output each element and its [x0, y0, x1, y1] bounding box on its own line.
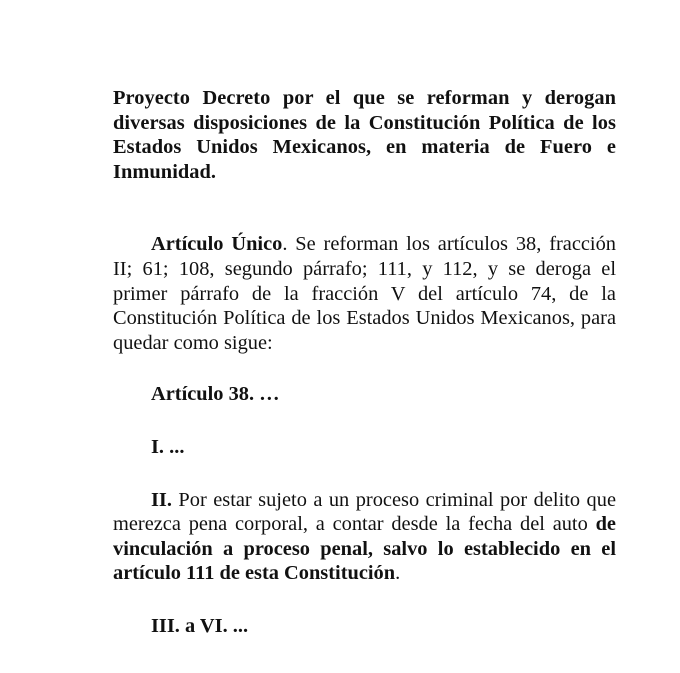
document-page	[113, 86, 616, 639]
fraccion-ii-text-bold: de vinculación a proceso penal, salvo lo establecido en el artículo 111 de esta Constitución	[113, 513, 616, 585]
articulo-unico-text: . Se reforman los artículos 38, fracción II; 61; 108, segundo párrafo; 111, y 112, y se deroga el primer párrafo de la fracción V del artículo 74, de la Constitución Política de los Estados Unidos Mexicanos, para quedar como sigue:	[113, 233, 616, 354]
fracciones-iii-vi: III. a VI. ...	[151, 614, 249, 637]
fraccion-ii-text-plain: Por estar sujeto a un proceso criminal por delito que merezca pena corporal, a contar desde la fecha del auto	[113, 488, 616, 536]
fraccion-ii-paragraph	[113, 488, 616, 586]
articulo-38-heading: Artículo 38. …	[151, 383, 280, 406]
fraccion-ii-text-end: .	[395, 562, 401, 585]
fraccion-i: I. ...	[151, 435, 185, 458]
articulo-unico-paragraph	[113, 232, 616, 355]
decree-title: Proyecto Decreto por el que se reforman y derogan diversas disposiciones de la Constitución Política de los Estados Unidos Mexicanos, en materia de Fuero e Inmunidad.	[113, 87, 616, 183]
articulo-unico-label: Artículo Único	[151, 233, 283, 256]
fraccion-ii-label: II.	[151, 488, 172, 511]
